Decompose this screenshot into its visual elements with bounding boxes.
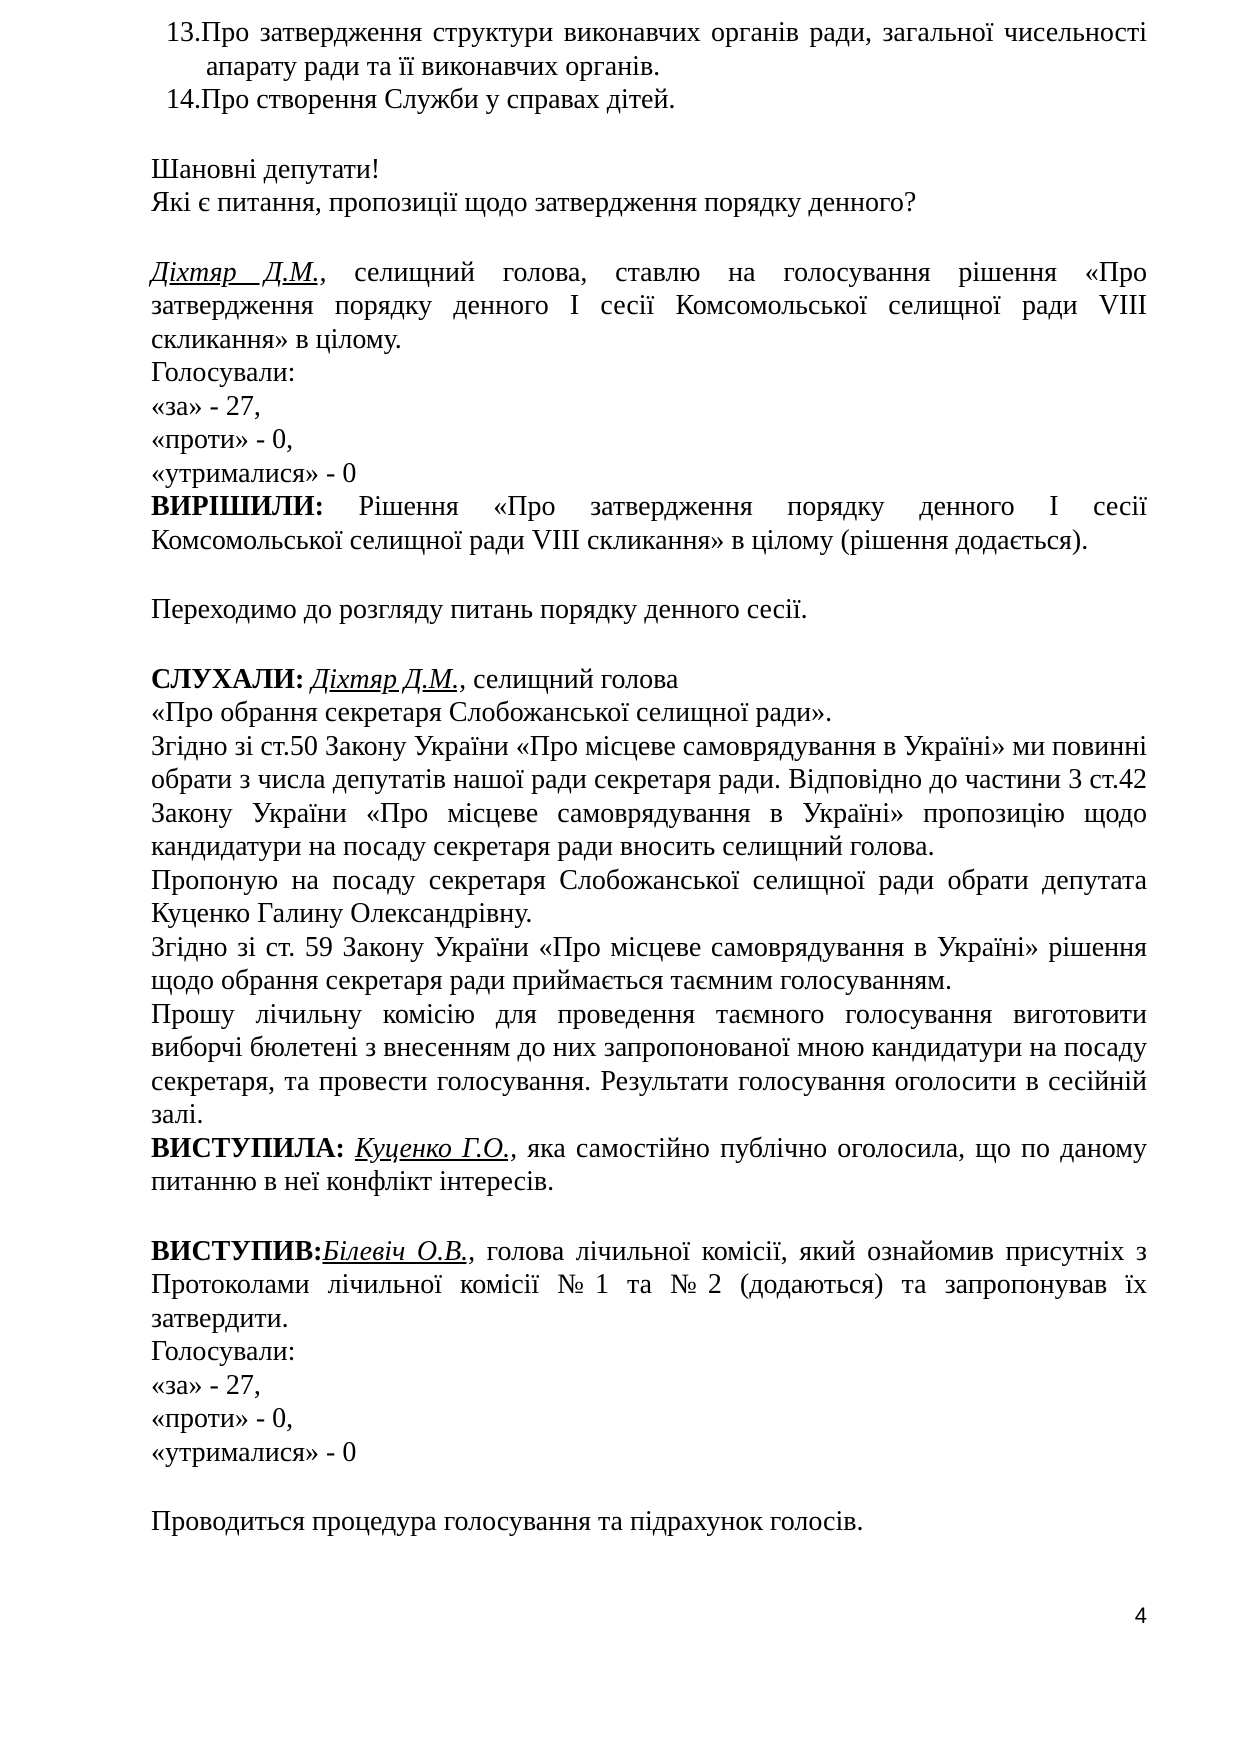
speaker-name: Діхтяр Д.М., bbox=[311, 663, 467, 695]
spoke-label: ВИСТУПИЛА: bbox=[151, 1132, 345, 1164]
speaker-role: селищний голова bbox=[466, 663, 679, 695]
agenda-item-number: 13. bbox=[166, 17, 201, 48]
body-paragraph: Згідно зі ст. 59 Закону України «Про місцеве самоврядування в Україні» рішення щодо обрання секретаря ради приймається таємним голосуванням. bbox=[151, 931, 1147, 996]
heard-label: СЛУХАЛИ: bbox=[151, 663, 305, 695]
closing-text: Проводиться процедура голосування та підрахунок голосів. bbox=[151, 1506, 864, 1537]
body-paragraph: Прошу лічильну комісію для проведення таємного голосування виготовити виборчі бюлетені з внесенням до них запропонованої мною кандидатури на посаду секретаря, та провести голосування. Результати голосування оголосити в сесійній залі. bbox=[151, 998, 1147, 1130]
spoke-female-paragraph bbox=[151, 1132, 1147, 1199]
heard-line bbox=[151, 663, 1147, 697]
vote-for: «за» - 27, bbox=[151, 390, 261, 422]
greeting: Шановні депутати! bbox=[151, 153, 381, 185]
agenda-item-text: Про затвердження структури виконавчих органів ради, загальної чисельності апарату ради та її виконавчих органів. bbox=[201, 17, 1147, 82]
vote-call-paragraph bbox=[151, 256, 1147, 357]
decision-label: ВИРІШИЛИ: bbox=[151, 491, 324, 522]
vote-for: «за» - 27, bbox=[151, 1369, 261, 1401]
page-number: 4 bbox=[1134, 1603, 1147, 1628]
decision-paragraph bbox=[151, 490, 1147, 557]
body-paragraph: Пропоную на посаду секретаря Слобожанської селищної ради обрати депутата Куценко Галину Олександрівну. bbox=[151, 864, 1147, 929]
vote-header: Голосували: bbox=[151, 1336, 296, 1367]
agenda-item-13 bbox=[151, 16, 1147, 83]
speaker-name: Куценко Г.О., bbox=[355, 1132, 518, 1164]
agenda-question: Які є питання, пропозиції щодо затвердження порядку денного? bbox=[151, 187, 917, 218]
spoke-label: ВИСТУПИВ: bbox=[151, 1235, 323, 1267]
spoke-text: голова лічильної комісії, який ознайомив присутніх з Протоколами лічильної комісії №1 та №2 (додаються) та запропонував їх затвердити. bbox=[151, 1235, 1147, 1334]
spoke-text: яка самостійно публічно оголосила, що по даному питанню в неї конфлікт інтересів. bbox=[151, 1132, 1147, 1197]
heard-topic: «Про обрання секретаря Слобожанської селищної ради». bbox=[151, 697, 833, 728]
agenda-item-text: Про створення Служби у справах дітей. bbox=[201, 84, 676, 115]
vote-abstained: «утрималися» - 0 bbox=[151, 1436, 357, 1468]
vote-abstained: «утрималися» - 0 bbox=[151, 457, 357, 489]
speaker-name: Білевіч О.В., bbox=[322, 1235, 476, 1267]
vote-against: «проти» - 0, bbox=[151, 424, 294, 455]
body-paragraph: Згідно зі ст.50 Закону України «Про місцеве самоврядування в Україні» ми повинні обрати з числа депутатів нашої ради секретаря ради. Відповідно до частини 3 ст.42 Закону України «Про місцеве самоврядування в Україні» пропозицію щодо кандидатури на посаду секретаря ради вносить селищний голова. bbox=[151, 730, 1147, 862]
transition-text: Переходимо до розгляду питань порядку денного сесії. bbox=[151, 594, 808, 625]
vote-against: «проти» - 0, bbox=[151, 1403, 294, 1434]
decision-text: Рішення «Про затвердження порядку денного І сесії Комсомольської селищної ради VIII скликання» в цілому (рішення додається). bbox=[151, 491, 1147, 556]
agenda-item-number: 14. bbox=[166, 84, 201, 115]
agenda-item-14 bbox=[151, 83, 1147, 117]
vote-header: Голосували: bbox=[151, 357, 296, 388]
vote-call-text: селищний голова, ставлю на голосування рішення «Про затвердження порядку денного І сесії Комсомольської селищної ради VIII скликання» в цілому. bbox=[151, 256, 1147, 355]
spoke-male-paragraph bbox=[151, 1235, 1147, 1336]
speaker-name: Діхтяр Д.М., bbox=[151, 256, 327, 288]
